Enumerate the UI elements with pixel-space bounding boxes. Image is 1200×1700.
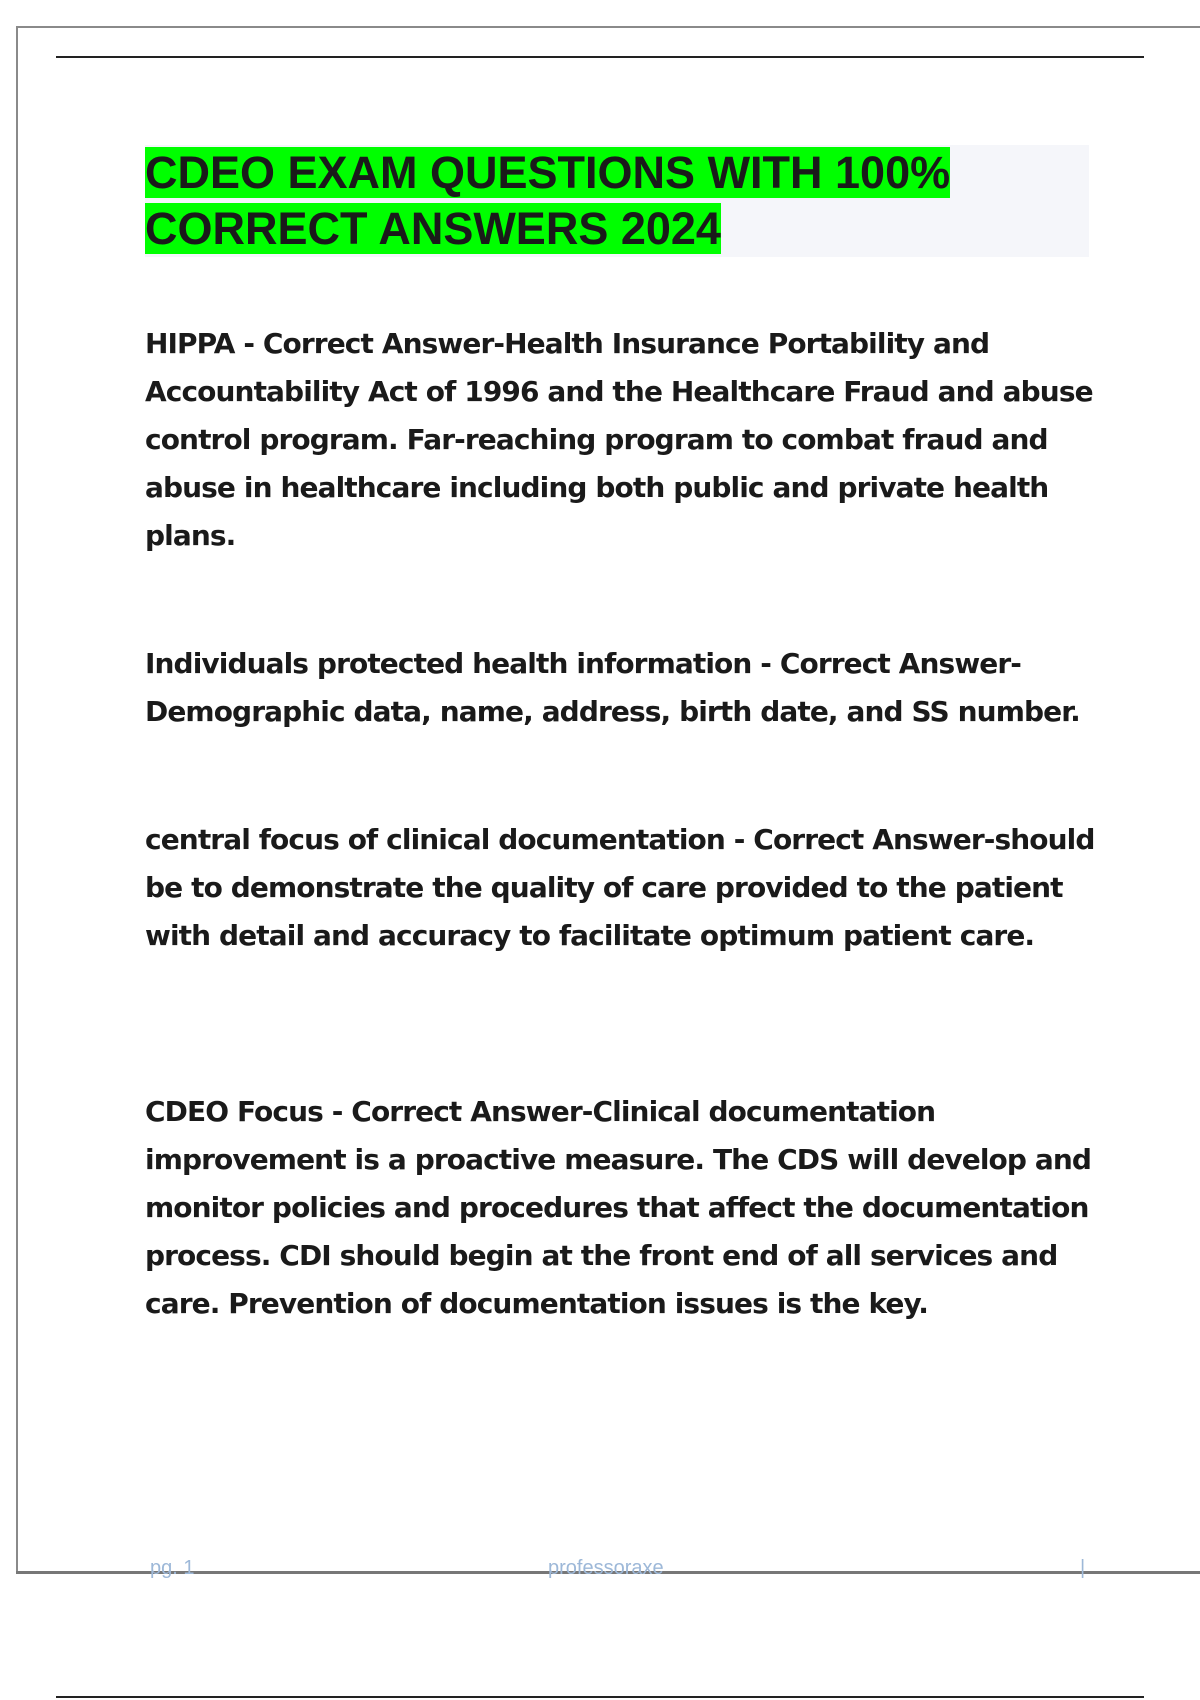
- bottom-rule: [56, 1696, 1144, 1698]
- document-title: [145, 145, 1089, 257]
- qa-entry-hippa: HIPPA - Correct Answer-Health Insurance Portability and Accountability Act of 1996 and the Healthcare Fraud and abuse control program. Far-reaching program to combat fraud and abuse in healthcare including both public and private health plans.: [145, 327, 1093, 552]
- footer-author: professoraxe: [548, 1557, 664, 1579]
- header-rule: [56, 56, 1144, 58]
- qa-entry-cdeo-focus: CDEO Focus - Correct Answer-Clinical documentation improvement is a proactive measure. The CDS will develop and monitor policies and procedures that affect the documentation process. CDI should begin at the front end of all services and care. Prevention of documentation issues is the key.: [145, 1095, 1092, 1320]
- qa-entry-central-focus: central focus of clinical documentation - Correct Answer-should be to demonstrate the quality of care provided to the patient with detail and accuracy to facilitate optimum patient care.: [145, 823, 1095, 952]
- qa-entry-protected-health-information: Individuals protected health information - Correct Answer-Demographic data, name, address, birth date, and SS number.: [145, 647, 1080, 728]
- page-frame-left: [16, 26, 18, 1572]
- footer-page-number: pg. 1: [150, 1557, 195, 1579]
- page-frame-top: [16, 26, 1200, 28]
- title-block: [145, 145, 1089, 257]
- title-highlight: CDEO EXAM QUESTIONS WITH 100% CORRECT ANSWERS 2024: [145, 147, 951, 254]
- footer-right-mark: |: [1080, 1557, 1086, 1579]
